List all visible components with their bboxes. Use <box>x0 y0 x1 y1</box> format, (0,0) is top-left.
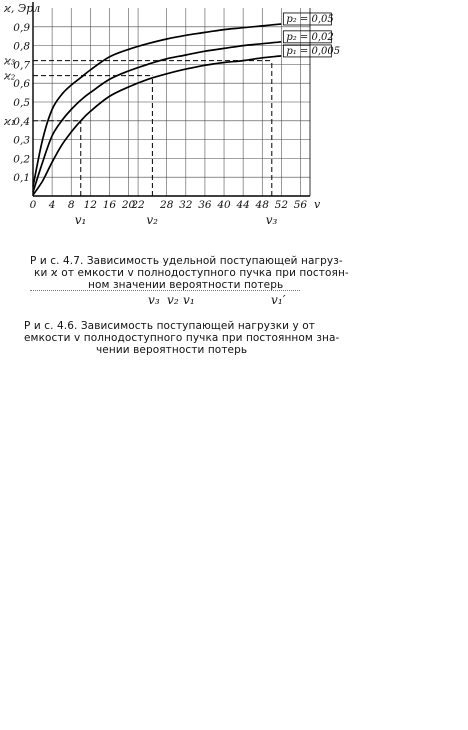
y-marker-label: ϰ₂ <box>4 69 16 83</box>
y-tick-label: 0,2 <box>13 153 30 166</box>
fragment-label-v2: v₂ <box>167 293 179 307</box>
x-tick-label: 52 <box>274 199 289 211</box>
figure-4-7-caption-line-3: ном значении вероятности потерь <box>88 279 284 291</box>
x-tick-label: 56 <box>293 199 308 211</box>
x-marker-label: v₃ <box>265 213 278 227</box>
fragment-label-v1-prime: v₁′ <box>271 293 286 307</box>
y-tick-label: 0,9 <box>13 21 30 34</box>
series-line-0 <box>33 24 281 187</box>
figure-4-6-caption-line-2: емкости v полнодоступного пучка при постоянном зна- <box>24 332 340 344</box>
x-tick-label: 0 <box>29 199 37 211</box>
y-tick-label: 0,5 <box>13 97 30 109</box>
series-label-2: p₁ = 0,005 <box>286 45 341 57</box>
x-tick-label: 12 <box>83 199 97 211</box>
cropped-fragment-edge <box>30 290 300 293</box>
x-tick-label: 32 <box>179 199 193 211</box>
x-tick-label: 28 <box>160 199 174 211</box>
figure-4-6-caption-line-3: чении вероятности потерь <box>96 344 248 356</box>
x-marker-label: v₂ <box>146 213 158 227</box>
figure-4-7-caption-line-2: ки ϰ от емкости v полнодоступного пучка при постоян- <box>34 267 349 279</box>
y-tick-label: 0,8 <box>13 40 30 53</box>
x-tick-label: 44 <box>236 199 250 211</box>
x-tick-label: 40 <box>217 199 231 211</box>
x-axis-label: v <box>314 198 321 211</box>
x-tick-label: 20 <box>121 199 136 211</box>
x-tick-label: 8 <box>67 199 75 211</box>
y-tick-label: 0,1 <box>13 172 30 185</box>
y-tick-label: 0,4 <box>13 115 30 128</box>
y-axis-label: ϰ, Эрл <box>4 2 41 15</box>
x-tick-label: 4 <box>48 199 56 211</box>
x-marker-label: v₁ <box>74 213 87 227</box>
y-tick-label: 0,3 <box>13 134 30 147</box>
fragment-label-v3: v₃ <box>148 293 160 307</box>
series-line-2 <box>33 56 281 195</box>
x-tick-label: 48 <box>255 199 269 211</box>
y-marker-label: ϰ₁ <box>4 114 16 128</box>
series-label-1: p₂ = 0,02 <box>286 31 334 43</box>
figure-4-7-caption-line-1: Р и с. 4.7. Зависимость удельной поступающей нагруз- <box>30 255 343 267</box>
figure-4-6-caption-line-1: Р и с. 4.6. Зависимость поступающей нагрузки y от <box>24 320 316 332</box>
x-tick-label: 36 <box>198 199 212 211</box>
x-tick-label: 16 <box>102 199 117 211</box>
y-tick-label: 0,7 <box>13 59 30 72</box>
fragment-label-v1: v₁ <box>183 293 195 307</box>
y-tick-label: 0,6 <box>13 78 30 91</box>
series-label-0: p₂ = 0,05 <box>286 13 334 25</box>
y-marker-label: ϰ₃ <box>4 54 16 68</box>
chart <box>0 0 468 290</box>
x-tick-label: 22 <box>131 199 145 211</box>
